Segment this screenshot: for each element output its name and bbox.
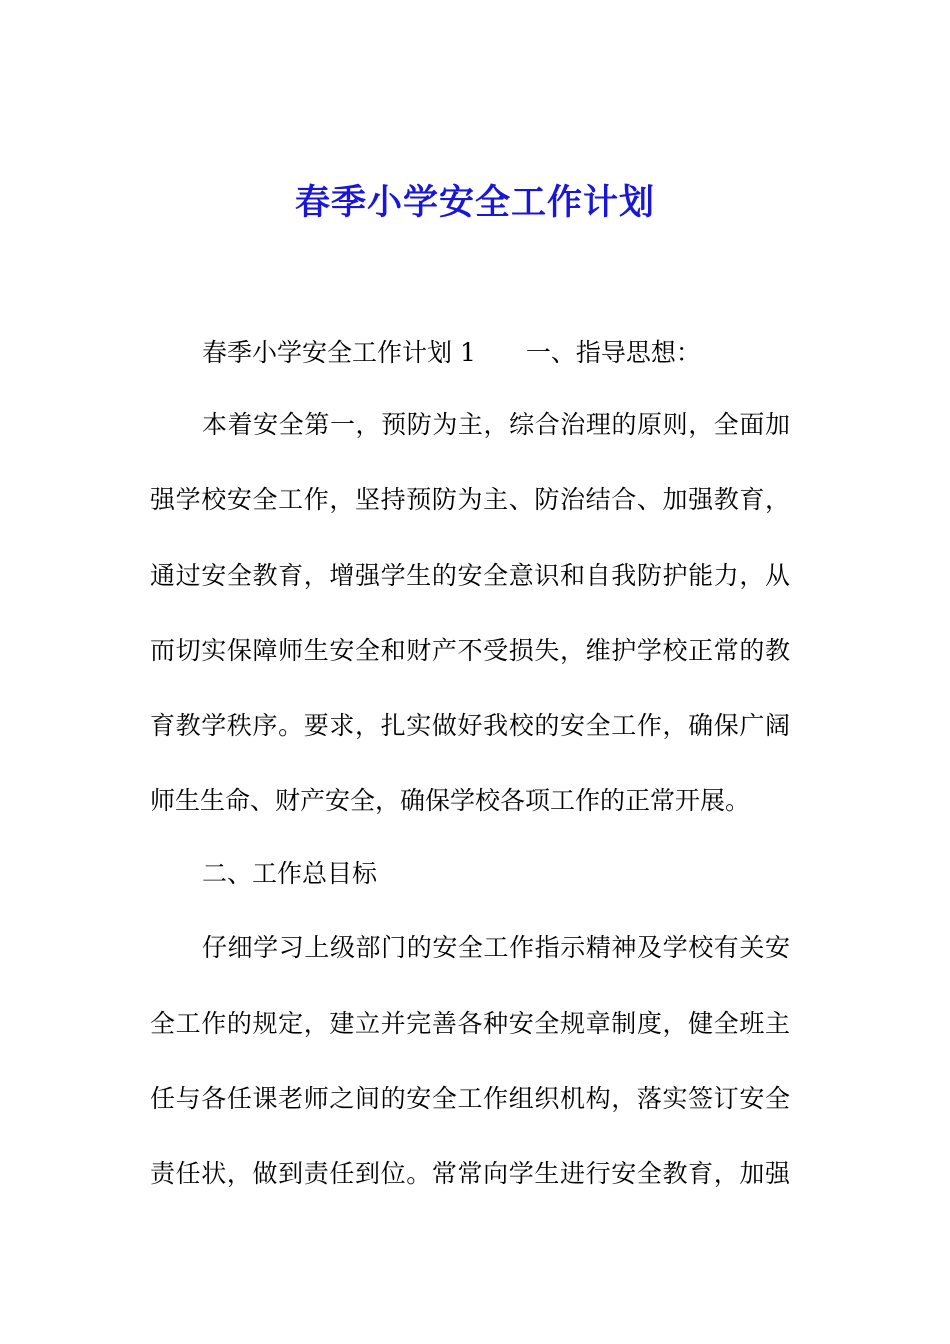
intro-line: [202, 333, 701, 373]
paragraph-line: 全工作的规定，建立并完善各种安全规章制度，健全班主: [150, 1009, 790, 1038]
paragraph-line: 责任状，做到责任到位。常常向学生进行安全教育，加强: [150, 1159, 790, 1188]
paragraph-line: 任与各任课老师之间的安全工作组织机构，落实签订安全: [150, 1084, 790, 1113]
intro-plan-label: 春季小学安全工作计划 1: [202, 338, 476, 367]
document-title: 春季小学安全工作计划: [294, 182, 655, 223]
paragraph-line: 师生生命、财产安全，确保学校各项工作的正常开展。: [150, 786, 751, 815]
section1-heading: 一、指导思想：: [525, 338, 701, 367]
paragraph-line: 本着安全第一，预防为主，综合治理的原则，全面加: [202, 410, 790, 439]
paragraph-line: 而切实保障师生安全和财产不受损失，维护学校正常的教: [150, 636, 790, 665]
paragraph-line: 仔细学习上级部门的安全工作指示精神及学校有关安: [202, 933, 790, 962]
section2-heading: 二、工作总目标: [202, 859, 378, 888]
paragraph-line: 育教学秩序。要求，扎实做好我校的安全工作，确保广阔: [150, 711, 790, 740]
paragraph-line: 强学校安全工作，坚持预防为主、防治结合、加强教育，: [150, 485, 790, 514]
paragraph-line: 通过安全教育，增强学生的安全意识和自我防护能力，从: [150, 561, 790, 590]
